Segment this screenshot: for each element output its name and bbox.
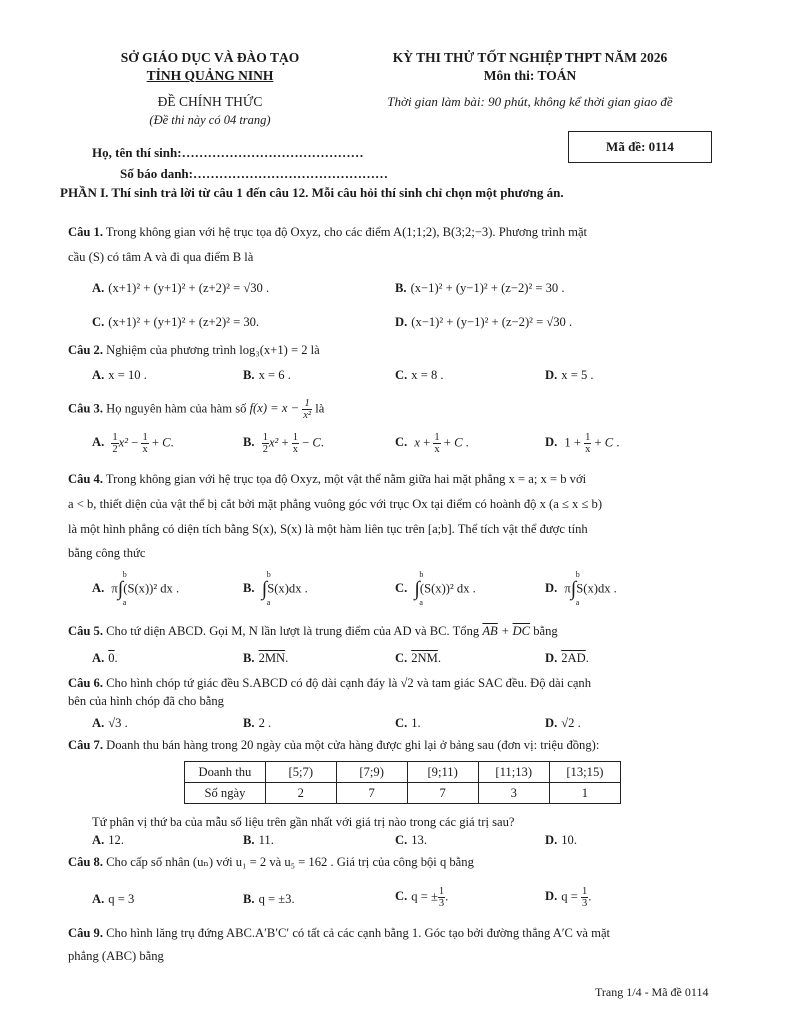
page-footer: Trang 1/4 - Mã đề 0114 xyxy=(595,985,709,999)
q2-option-b[interactable]: B. x = 6 . xyxy=(243,368,291,382)
question-2 xyxy=(68,343,320,358)
table-cell: [5;7) xyxy=(265,762,336,783)
q8-option-d[interactable]: D. q = $\frac{1}{3}$ . xyxy=(545,886,592,909)
q8-option-b-text: q = ±3. xyxy=(258,892,295,906)
question-8-label: Câu 8. xyxy=(68,855,103,869)
q8-option-a[interactable]: A. q = 3 xyxy=(92,892,135,906)
question-6-label: Câu 6. xyxy=(68,676,103,690)
question-1-line1 xyxy=(68,225,587,240)
q4-option-a[interactable]: A. π∫ b a (S(x))² dx . xyxy=(92,570,180,607)
pages-note: (Đề thi này có 04 trang) xyxy=(149,113,271,127)
q3-option-c[interactable]: C. x + $\frac{1}{x}$ + C . xyxy=(395,432,469,455)
table-cell: [11;13) xyxy=(478,762,549,783)
question-5: Câu 5. Cho tứ diện ABCD. Gọi M, N lần lượt là trung điểm của AD và BC. Tổng $\overline{AB} + \overline{DC}$ bằng xyxy=(68,624,558,638)
q5-option-c[interactable]: C. 2NM. xyxy=(395,651,441,665)
question-1-label: Câu 1. xyxy=(68,225,103,239)
table-cell: [13;15) xyxy=(549,762,620,783)
candidate-number-field: Số báo danh:……………………………………… xyxy=(120,166,388,181)
question-6-line2: bên của hình chóp đã cho bằng xyxy=(68,694,224,708)
question-6-text: Cho hình chóp tứ giác đều S.ABCD có độ dài cạnh đáy là √2 và tam giác SAC đều. Độ dài cạnh xyxy=(106,676,592,690)
subject-label: Môn thi: TOÁN xyxy=(483,68,577,83)
exam-code-box xyxy=(568,131,712,163)
q5-option-b[interactable]: B. 2MN. xyxy=(243,651,289,665)
q4-option-b[interactable]: B. ∫ b a S(x)dx . xyxy=(243,570,308,607)
table-cell: 7 xyxy=(407,783,478,804)
table-cell: [7;9) xyxy=(336,762,407,783)
table-cell: 2 xyxy=(265,783,336,804)
q3-option-a[interactable]: A. $\frac{1}{2}$ x² − $\frac{1}{x}$ + C. xyxy=(92,432,174,455)
question-9-label: Câu 9. xyxy=(68,926,103,940)
exam-title: KỲ THI THỬ TỐT NGHIỆP THPT NĂM 2026 xyxy=(392,50,668,65)
question-9-text: Cho hình lăng trụ đứng ABC.A′B′C′ có tất cả các cạnh bằng 1. Góc tạo bởi đường thẳng A′C và mặt xyxy=(106,926,611,940)
q2-option-a[interactable]: A. x = 10 . xyxy=(92,368,147,382)
q6-option-d[interactable]: D. √2 . xyxy=(545,716,581,730)
q1-option-c-text: (x+1)² + (y+1)² + (z+2)² = 30. xyxy=(108,315,260,329)
table-cell: Doanh thu xyxy=(185,762,266,783)
table-cell: [9;11) xyxy=(407,762,478,783)
q1-option-d[interactable]: D. (x−1)² + (y−1)² + (z−2)² = √30 . xyxy=(395,315,573,329)
q1-option-d-text: (x−1)² + (y−1)² + (z−2)² = √30 . xyxy=(411,315,573,329)
q7-option-d-text: 10. xyxy=(561,833,577,847)
q3-option-d-label: D. xyxy=(545,435,558,450)
question-1-line2: cầu (S) có tâm A và đi qua điểm B là xyxy=(68,250,254,264)
question-7-text: Doanh thu bán hàng trong 20 ngày của một cửa hàng được ghi lại ở bảng sau (đơn vị: triệu đồng): xyxy=(106,738,600,752)
q7-option-b-text: 11. xyxy=(258,833,274,847)
table-row xyxy=(185,762,621,783)
exam-code: Mã đề: 0114 xyxy=(606,139,674,154)
q7-option-b[interactable]: B. 11. xyxy=(243,833,274,847)
q3-fraction: $\frac{1}{\text{x²}}$ xyxy=(303,398,312,421)
q3-option-d[interactable]: D. 1 + $\frac{1}{x}$ + C . xyxy=(545,432,620,455)
q2-option-d[interactable]: D. x = 5 . xyxy=(545,368,594,382)
question-8-text: Cho cấp số nhân (uₙ) với u₁ = 2 và u₅ = 162 . Giá trị của công bội q bằng xyxy=(106,855,474,869)
q1-option-a-text: (x+1)² + (y+1)² + (z+2)² = √30 . xyxy=(108,281,270,295)
q1-option-b-text: (x−1)² + (y−1)² + (z−2)² = 30 . xyxy=(410,281,565,295)
question-7-ask: Tứ phân vị thứ ba của mẫu số liệu trên gần nhất với giá trị nào trong các giá trị sau? xyxy=(92,815,515,829)
question-1-text: Trong không gian với hệ trục tọa độ Oxyz, cho các điểm A(1;1;2), B(3;2;−3). Phương trình mặt xyxy=(105,225,588,239)
question-3-tail: là xyxy=(315,401,325,416)
revenue-table xyxy=(184,761,621,804)
table-row xyxy=(185,783,621,804)
q8-option-c[interactable]: C. q = ± $\frac{1}{3}$ . xyxy=(395,886,449,909)
q5-option-a-text: 0 xyxy=(108,651,115,665)
question-4-line2: a < b, thiết diện của vật thể bị cắt bởi mặt phẳng vuông góc với trục Ox tại điểm có hoành độ x (a ≤ x ≤ b) xyxy=(68,497,603,511)
q8-option-a-text: q = 3 xyxy=(108,892,135,906)
q7-option-c[interactable]: C. 13. xyxy=(395,833,427,847)
question-3-text: Họ nguyên hàm của hàm số xyxy=(106,401,247,416)
q4-option-c[interactable]: C. ∫ b a (S(x))² dx . xyxy=(395,570,476,607)
question-2-text: Nghiệm của phương trình log₃(x+1) = 2 là xyxy=(106,343,320,357)
q6-option-b[interactable]: B. 2 . xyxy=(243,716,272,730)
question-3-label: Câu 3. xyxy=(68,401,103,416)
q7-option-a[interactable]: A. 12. xyxy=(92,833,124,847)
q2-option-c[interactable]: C. x = 8 . xyxy=(395,368,444,382)
q6-option-d-text: √2 . xyxy=(561,716,581,730)
question-4-label: Câu 4. xyxy=(68,472,103,486)
q7-option-a-text: 12. xyxy=(108,833,124,847)
question-5-text: Cho tứ diện ABCD. Gọi M, N lần lượt là trung điểm của AD và BC. Tổng xyxy=(106,624,480,638)
q5-option-d-text: 2AD xyxy=(561,651,586,665)
question-3 xyxy=(68,398,324,421)
q7-option-d[interactable]: D. 10. xyxy=(545,833,577,847)
q2-option-c-text: x = 8 . xyxy=(411,368,444,382)
question-2-label: Câu 2. xyxy=(68,343,103,357)
q4-option-d[interactable]: D. π∫ b a S(x)dx . xyxy=(545,570,617,607)
table-cell: 7 xyxy=(336,783,407,804)
official-label: ĐỀ CHÍNH THỨC xyxy=(157,94,263,109)
q3-option-b[interactable]: B. $\frac{1}{2}$ x² + $\frac{1}{x}$ − C. xyxy=(243,432,324,455)
question-4-line4: bằng công thức xyxy=(68,546,146,560)
q2-option-b-text: x = 6 . xyxy=(258,368,291,382)
question-8 xyxy=(68,854,474,870)
q5-option-d[interactable]: D. 2AD. xyxy=(545,651,589,665)
q5-option-c-text: 2NM xyxy=(411,651,438,665)
q6-option-a-text: √3 . xyxy=(108,716,128,730)
q1-option-a[interactable]: A. (x+1)² + (y+1)² + (z+2)² = √30 . xyxy=(92,281,270,295)
q8-option-c-text: q = ± xyxy=(411,889,438,904)
q8-option-b[interactable]: B. q = ±3. xyxy=(243,892,295,906)
q6-option-a[interactable]: A. √3 . xyxy=(92,716,128,730)
table-cell: Số ngày xyxy=(185,783,266,804)
question-5-label: Câu 5. xyxy=(68,624,103,638)
question-5-tail: bằng xyxy=(533,624,558,638)
q5-option-a[interactable]: A. 0. xyxy=(92,651,118,665)
question-7-label: Câu 7. xyxy=(68,738,103,752)
q6-option-c[interactable]: C. 1. xyxy=(395,716,421,730)
department-name: SỞ GIÁO DỤC VÀ ĐÀO TẠO xyxy=(120,50,300,65)
q2-option-d-text: x = 5 . xyxy=(561,368,594,382)
question-6-line1 xyxy=(68,676,591,691)
q1-option-c[interactable]: C. (x+1)² + (y+1)² + (z+2)² = 30. xyxy=(92,315,260,329)
q3-option-b-label: B. xyxy=(243,435,255,450)
q6-option-b-text: 2 . xyxy=(258,716,272,730)
part-one-text: PHẦN I. Thí sinh trả lời từ câu 1 đến câu 12. Mỗi câu hỏi thí sinh chỉ chọn một phương án. xyxy=(60,185,564,200)
question-7 xyxy=(68,738,599,753)
table-cell: 3 xyxy=(478,783,549,804)
part-one-instruction xyxy=(60,185,564,201)
q7-option-c-text: 13. xyxy=(411,833,427,847)
q3-option-a-label: A. xyxy=(92,435,105,450)
q2-option-a-text: x = 10 . xyxy=(108,368,147,382)
question-4-line1 xyxy=(68,472,586,487)
question-9-line1 xyxy=(68,926,610,941)
q8-option-d-text: q = xyxy=(561,889,578,904)
q5-option-b-text: 2MN xyxy=(258,651,286,665)
q6-option-c-text: 1. xyxy=(411,716,421,730)
q3-function: f(x) = x − $\frac{1}{\text{x²}}$ xyxy=(249,398,312,421)
table-cell: 1 xyxy=(549,783,620,804)
question-4-line3: là một hình phẳng có diện tích bằng S(x), S(x) là một hàm liên tục trên [a;b]. Thể tích vật thể được tính xyxy=(68,522,588,536)
question-9-line2: phẳng (ABC) bằng xyxy=(68,949,164,963)
question-4-text: Trong không gian với hệ trục tọa độ Oxyz, một vật thể nằm giữa hai mặt phẳng x = a; x = b với xyxy=(105,472,587,486)
q3-option-c-label: C. xyxy=(395,435,408,450)
q1-option-b[interactable]: B. (x−1)² + (y−1)² + (z−2)² = 30 . xyxy=(395,281,565,295)
province-name: TỈNH QUẢNG NINH xyxy=(146,68,274,83)
time-note: Thời gian làm bài: 90 phút, không kể thời gian giao đề xyxy=(387,94,673,109)
candidate-name-field: Họ, tên thí sinh:…………………………………… xyxy=(92,145,364,160)
